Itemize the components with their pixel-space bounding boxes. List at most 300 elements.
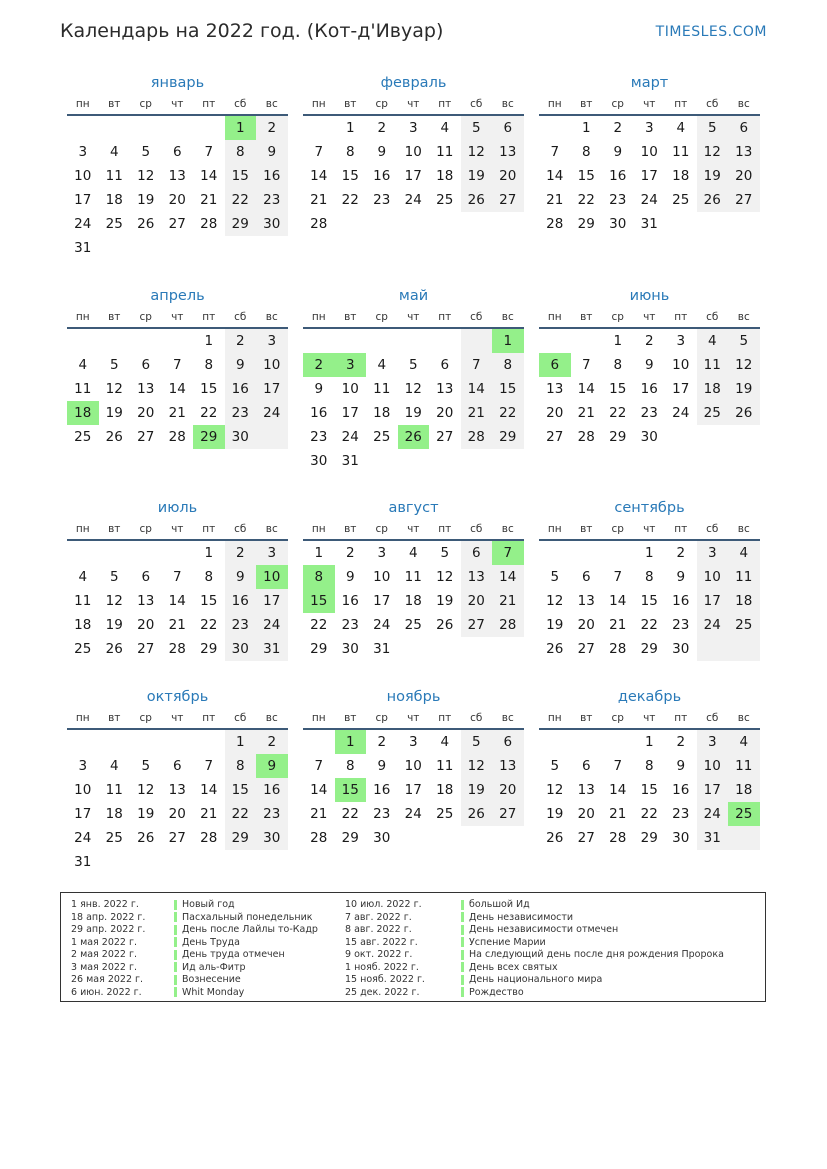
day[interactable]: 6: [461, 541, 493, 565]
day[interactable]: 9: [377, 758, 387, 774]
day[interactable]: 25: [105, 830, 123, 846]
day[interactable]: 10: [74, 782, 92, 798]
day[interactable]: 8: [345, 144, 355, 160]
day[interactable]: 11: [728, 754, 760, 778]
day[interactable]: 14: [200, 782, 218, 798]
day[interactable]: 1: [644, 545, 654, 561]
day[interactable]: 12: [546, 782, 564, 798]
holiday-day[interactable]: 18: [67, 401, 99, 425]
day[interactable]: 15: [577, 168, 595, 184]
day[interactable]: 5: [141, 144, 151, 160]
day[interactable]: 22: [341, 192, 359, 208]
day[interactable]: 8: [204, 569, 214, 585]
day[interactable]: 18: [697, 377, 729, 401]
day[interactable]: 26: [728, 401, 760, 425]
day[interactable]: 26: [461, 188, 493, 212]
day[interactable]: 18: [728, 778, 760, 802]
day[interactable]: 10: [404, 144, 422, 160]
day[interactable]: 24: [697, 613, 729, 637]
day[interactable]: 4: [676, 120, 686, 136]
holiday-day[interactable]: 6: [539, 353, 571, 377]
day[interactable]: 21: [310, 806, 328, 822]
day[interactable]: 27: [436, 429, 454, 445]
day[interactable]: 29: [640, 641, 658, 657]
day[interactable]: 15: [200, 593, 218, 609]
day[interactable]: 30: [310, 453, 328, 469]
day[interactable]: 31: [341, 453, 359, 469]
day[interactable]: 27: [728, 188, 760, 212]
day[interactable]: 8: [225, 140, 257, 164]
day[interactable]: 15: [225, 164, 257, 188]
day[interactable]: 19: [546, 617, 564, 633]
day[interactable]: 23: [672, 617, 690, 633]
day[interactable]: 14: [492, 565, 524, 589]
day[interactable]: 11: [74, 593, 92, 609]
day[interactable]: 3: [256, 541, 288, 565]
day[interactable]: 30: [256, 826, 288, 850]
day[interactable]: 21: [168, 405, 186, 421]
day[interactable]: 21: [461, 401, 493, 425]
day[interactable]: 24: [373, 617, 391, 633]
day[interactable]: 26: [697, 188, 729, 212]
day[interactable]: 5: [697, 116, 729, 140]
day[interactable]: 25: [105, 216, 123, 232]
day[interactable]: 31: [697, 826, 729, 850]
day[interactable]: 20: [168, 192, 186, 208]
day[interactable]: 18: [404, 593, 422, 609]
day[interactable]: 12: [461, 140, 493, 164]
day[interactable]: 29: [200, 641, 218, 657]
day[interactable]: 3: [408, 734, 418, 750]
day[interactable]: 13: [436, 381, 454, 397]
day[interactable]: 19: [137, 192, 155, 208]
day[interactable]: 1: [225, 730, 257, 754]
day[interactable]: 8: [204, 357, 214, 373]
day[interactable]: 24: [256, 613, 288, 637]
day[interactable]: 8: [613, 357, 623, 373]
day[interactable]: 22: [310, 617, 328, 633]
day[interactable]: 30: [225, 637, 257, 661]
day[interactable]: 3: [644, 120, 654, 136]
day[interactable]: 2: [225, 329, 257, 353]
day[interactable]: 29: [341, 830, 359, 846]
day[interactable]: 16: [310, 405, 328, 421]
holiday-day[interactable]: 3: [335, 353, 367, 377]
holiday-day[interactable]: 1: [492, 329, 524, 353]
day[interactable]: 26: [137, 830, 155, 846]
day[interactable]: 28: [546, 216, 564, 232]
day[interactable]: 14: [577, 381, 595, 397]
day[interactable]: 11: [728, 565, 760, 589]
day[interactable]: 13: [492, 754, 524, 778]
day[interactable]: 20: [546, 405, 564, 421]
day[interactable]: 19: [404, 405, 422, 421]
day[interactable]: 7: [581, 357, 591, 373]
day[interactable]: 13: [728, 140, 760, 164]
day[interactable]: 4: [377, 357, 387, 373]
day[interactable]: 21: [546, 192, 564, 208]
day[interactable]: 1: [204, 333, 214, 349]
day[interactable]: 3: [78, 758, 88, 774]
day[interactable]: 6: [581, 569, 591, 585]
holiday-day[interactable]: 7: [492, 541, 524, 565]
day[interactable]: 25: [672, 192, 690, 208]
day[interactable]: 5: [461, 116, 493, 140]
day[interactable]: 18: [105, 192, 123, 208]
day[interactable]: 23: [256, 188, 288, 212]
day[interactable]: 11: [105, 782, 123, 798]
day[interactable]: 16: [672, 782, 690, 798]
day[interactable]: 11: [74, 381, 92, 397]
day[interactable]: 7: [172, 569, 182, 585]
day[interactable]: 29: [225, 212, 257, 236]
day[interactable]: 30: [672, 641, 690, 657]
day[interactable]: 1: [613, 333, 623, 349]
day[interactable]: 1: [345, 120, 355, 136]
day[interactable]: 5: [550, 569, 560, 585]
day[interactable]: 26: [105, 429, 123, 445]
day[interactable]: 26: [105, 641, 123, 657]
day[interactable]: 4: [109, 144, 119, 160]
day[interactable]: 6: [172, 144, 182, 160]
day[interactable]: 16: [640, 381, 658, 397]
holiday-day[interactable]: 1: [225, 116, 257, 140]
day[interactable]: 20: [492, 778, 524, 802]
day[interactable]: 23: [256, 802, 288, 826]
day[interactable]: 4: [728, 730, 760, 754]
day[interactable]: 18: [373, 405, 391, 421]
day[interactable]: 28: [577, 429, 595, 445]
day[interactable]: 19: [105, 617, 123, 633]
day[interactable]: 20: [137, 405, 155, 421]
day[interactable]: 10: [640, 144, 658, 160]
day[interactable]: 10: [373, 569, 391, 585]
day[interactable]: 23: [373, 192, 391, 208]
day[interactable]: 10: [74, 168, 92, 184]
day[interactable]: 12: [105, 593, 123, 609]
day[interactable]: 16: [225, 589, 257, 613]
day[interactable]: 29: [492, 425, 524, 449]
day[interactable]: 25: [74, 429, 92, 445]
day[interactable]: 24: [341, 429, 359, 445]
holiday-day[interactable]: 9: [256, 754, 288, 778]
day[interactable]: 6: [172, 758, 182, 774]
day[interactable]: 14: [200, 168, 218, 184]
day[interactable]: 22: [200, 617, 218, 633]
day[interactable]: 20: [168, 806, 186, 822]
day[interactable]: 10: [697, 754, 729, 778]
day[interactable]: 19: [697, 164, 729, 188]
day[interactable]: 9: [256, 140, 288, 164]
day[interactable]: 29: [640, 830, 658, 846]
day[interactable]: 23: [310, 429, 328, 445]
day[interactable]: 6: [492, 116, 524, 140]
day[interactable]: 6: [492, 730, 524, 754]
day[interactable]: 13: [137, 593, 155, 609]
day[interactable]: 22: [640, 617, 658, 633]
day[interactable]: 7: [550, 144, 560, 160]
day[interactable]: 28: [461, 425, 493, 449]
day[interactable]: 14: [310, 782, 328, 798]
day[interactable]: 21: [200, 806, 218, 822]
day[interactable]: 17: [341, 405, 359, 421]
day[interactable]: 22: [609, 405, 627, 421]
day[interactable]: 21: [492, 589, 524, 613]
day[interactable]: 14: [168, 593, 186, 609]
day[interactable]: 30: [373, 830, 391, 846]
day[interactable]: 31: [373, 641, 391, 657]
day[interactable]: 8: [345, 758, 355, 774]
day[interactable]: 5: [109, 569, 119, 585]
day[interactable]: 10: [256, 353, 288, 377]
day[interactable]: 28: [609, 830, 627, 846]
day[interactable]: 27: [492, 188, 524, 212]
day[interactable]: 8: [644, 758, 654, 774]
day[interactable]: 6: [141, 569, 151, 585]
day[interactable]: 16: [373, 782, 391, 798]
day[interactable]: 25: [373, 429, 391, 445]
day[interactable]: 16: [609, 168, 627, 184]
day[interactable]: 20: [577, 617, 595, 633]
day[interactable]: 24: [404, 192, 422, 208]
day[interactable]: 5: [728, 329, 760, 353]
day[interactable]: 11: [105, 168, 123, 184]
day[interactable]: 29: [609, 429, 627, 445]
day[interactable]: 4: [728, 541, 760, 565]
holiday-day[interactable]: 2: [303, 353, 335, 377]
day[interactable]: 9: [613, 144, 623, 160]
day[interactable]: 4: [440, 734, 450, 750]
day[interactable]: 30: [225, 425, 257, 449]
day[interactable]: 26: [546, 830, 564, 846]
day[interactable]: 19: [546, 806, 564, 822]
day[interactable]: 25: [436, 192, 454, 208]
day[interactable]: 20: [137, 617, 155, 633]
day[interactable]: 21: [168, 617, 186, 633]
day[interactable]: 4: [109, 758, 119, 774]
day[interactable]: 17: [404, 782, 422, 798]
day[interactable]: 28: [310, 216, 328, 232]
day[interactable]: 22: [640, 806, 658, 822]
day[interactable]: 9: [676, 569, 686, 585]
day[interactable]: 12: [546, 593, 564, 609]
day[interactable]: 23: [225, 401, 257, 425]
day[interactable]: 7: [172, 357, 182, 373]
day[interactable]: 13: [168, 782, 186, 798]
day[interactable]: 20: [492, 164, 524, 188]
day[interactable]: 2: [345, 545, 355, 561]
holiday-day[interactable]: 15: [335, 778, 367, 802]
day[interactable]: 11: [436, 144, 454, 160]
day[interactable]: 6: [581, 758, 591, 774]
day[interactable]: 14: [461, 377, 493, 401]
day[interactable]: 17: [697, 778, 729, 802]
day[interactable]: 19: [728, 377, 760, 401]
day[interactable]: 26: [436, 617, 454, 633]
day[interactable]: 9: [644, 357, 654, 373]
day[interactable]: 31: [256, 637, 288, 661]
day[interactable]: 27: [137, 641, 155, 657]
day[interactable]: 13: [168, 168, 186, 184]
day[interactable]: 12: [137, 782, 155, 798]
day[interactable]: 24: [697, 802, 729, 826]
day[interactable]: 30: [640, 429, 658, 445]
day[interactable]: 11: [697, 353, 729, 377]
day[interactable]: 13: [492, 140, 524, 164]
day[interactable]: 18: [74, 617, 92, 633]
day[interactable]: 31: [640, 216, 658, 232]
day[interactable]: 22: [225, 188, 257, 212]
day[interactable]: 5: [109, 357, 119, 373]
day[interactable]: 27: [546, 429, 564, 445]
day[interactable]: 2: [644, 333, 654, 349]
day[interactable]: 25: [436, 806, 454, 822]
day[interactable]: 7: [461, 353, 493, 377]
day[interactable]: 18: [672, 168, 690, 184]
day[interactable]: 28: [609, 641, 627, 657]
day[interactable]: 17: [256, 377, 288, 401]
day[interactable]: 11: [404, 569, 422, 585]
day[interactable]: 3: [377, 545, 387, 561]
day[interactable]: 25: [697, 401, 729, 425]
day[interactable]: 17: [672, 381, 690, 397]
day[interactable]: 21: [609, 617, 627, 633]
day[interactable]: 23: [341, 617, 359, 633]
day[interactable]: 4: [440, 120, 450, 136]
day[interactable]: 25: [404, 617, 422, 633]
day[interactable]: 14: [609, 782, 627, 798]
day[interactable]: 12: [728, 353, 760, 377]
day[interactable]: 12: [105, 381, 123, 397]
holiday-day[interactable]: 1: [335, 730, 367, 754]
day[interactable]: 11: [373, 381, 391, 397]
day[interactable]: 10: [341, 381, 359, 397]
holiday-day[interactable]: 25: [728, 802, 760, 826]
day[interactable]: 16: [256, 164, 288, 188]
day[interactable]: 12: [697, 140, 729, 164]
day[interactable]: 24: [74, 830, 92, 846]
day[interactable]: 3: [408, 120, 418, 136]
day[interactable]: 2: [377, 734, 387, 750]
day[interactable]: 12: [404, 381, 422, 397]
day[interactable]: 22: [577, 192, 595, 208]
day[interactable]: 23: [640, 405, 658, 421]
day[interactable]: 30: [256, 212, 288, 236]
day[interactable]: 23: [609, 192, 627, 208]
day[interactable]: 16: [256, 778, 288, 802]
day[interactable]: 6: [728, 116, 760, 140]
day[interactable]: 15: [200, 381, 218, 397]
day[interactable]: 28: [200, 216, 218, 232]
day[interactable]: 2: [225, 541, 257, 565]
day[interactable]: 1: [581, 120, 591, 136]
day[interactable]: 22: [341, 806, 359, 822]
day[interactable]: 11: [436, 758, 454, 774]
day[interactable]: 1: [644, 734, 654, 750]
day[interactable]: 20: [436, 405, 454, 421]
day[interactable]: 3: [697, 730, 729, 754]
day[interactable]: 4: [78, 569, 88, 585]
day[interactable]: 10: [404, 758, 422, 774]
day[interactable]: 15: [225, 778, 257, 802]
day[interactable]: 8: [492, 353, 524, 377]
day[interactable]: 8: [581, 144, 591, 160]
day[interactable]: 28: [200, 830, 218, 846]
holiday-day[interactable]: 8: [303, 565, 335, 589]
day[interactable]: 28: [168, 429, 186, 445]
day[interactable]: 5: [408, 357, 418, 373]
day[interactable]: 27: [137, 429, 155, 445]
day[interactable]: 18: [105, 806, 123, 822]
day[interactable]: 14: [168, 381, 186, 397]
day[interactable]: 16: [373, 168, 391, 184]
day[interactable]: 17: [74, 806, 92, 822]
holiday-day[interactable]: 15: [303, 589, 335, 613]
day[interactable]: 17: [697, 589, 729, 613]
day[interactable]: 21: [577, 405, 595, 421]
day[interactable]: 11: [672, 144, 690, 160]
day[interactable]: 25: [728, 613, 760, 637]
day[interactable]: 1: [204, 545, 214, 561]
day[interactable]: 24: [74, 216, 92, 232]
day[interactable]: 15: [640, 782, 658, 798]
day[interactable]: 8: [644, 569, 654, 585]
day[interactable]: 3: [256, 329, 288, 353]
day[interactable]: 27: [168, 830, 186, 846]
day[interactable]: 7: [314, 144, 324, 160]
day[interactable]: 2: [613, 120, 623, 136]
day[interactable]: 19: [436, 593, 454, 609]
day[interactable]: 26: [137, 216, 155, 232]
day[interactable]: 15: [609, 381, 627, 397]
day[interactable]: 12: [461, 754, 493, 778]
day[interactable]: 3: [78, 144, 88, 160]
day[interactable]: 19: [105, 405, 123, 421]
day[interactable]: 18: [436, 168, 454, 184]
day[interactable]: 2: [256, 116, 288, 140]
day[interactable]: 22: [225, 802, 257, 826]
day[interactable]: 21: [609, 806, 627, 822]
day[interactable]: 9: [345, 569, 355, 585]
day[interactable]: 24: [256, 401, 288, 425]
day[interactable]: 18: [436, 782, 454, 798]
day[interactable]: 1: [314, 545, 324, 561]
day[interactable]: 13: [577, 593, 595, 609]
holiday-day[interactable]: 29: [193, 425, 225, 449]
day[interactable]: 25: [74, 641, 92, 657]
holiday-day[interactable]: 26: [398, 425, 430, 449]
day[interactable]: 28: [310, 830, 328, 846]
day[interactable]: 14: [310, 168, 328, 184]
day[interactable]: 4: [408, 545, 418, 561]
day[interactable]: 16: [225, 377, 257, 401]
day[interactable]: 9: [676, 758, 686, 774]
day[interactable]: 4: [697, 329, 729, 353]
day[interactable]: 27: [577, 641, 595, 657]
day[interactable]: 13: [137, 381, 155, 397]
day[interactable]: 23: [672, 806, 690, 822]
day[interactable]: 2: [676, 545, 686, 561]
day[interactable]: 2: [256, 730, 288, 754]
day[interactable]: 4: [78, 357, 88, 373]
day[interactable]: 7: [314, 758, 324, 774]
day[interactable]: 5: [461, 730, 493, 754]
brand-logo[interactable]: TIMESLES.COM: [655, 24, 767, 40]
day[interactable]: 22: [492, 401, 524, 425]
day[interactable]: 6: [141, 357, 151, 373]
day[interactable]: 24: [672, 405, 690, 421]
day[interactable]: 3: [676, 333, 686, 349]
